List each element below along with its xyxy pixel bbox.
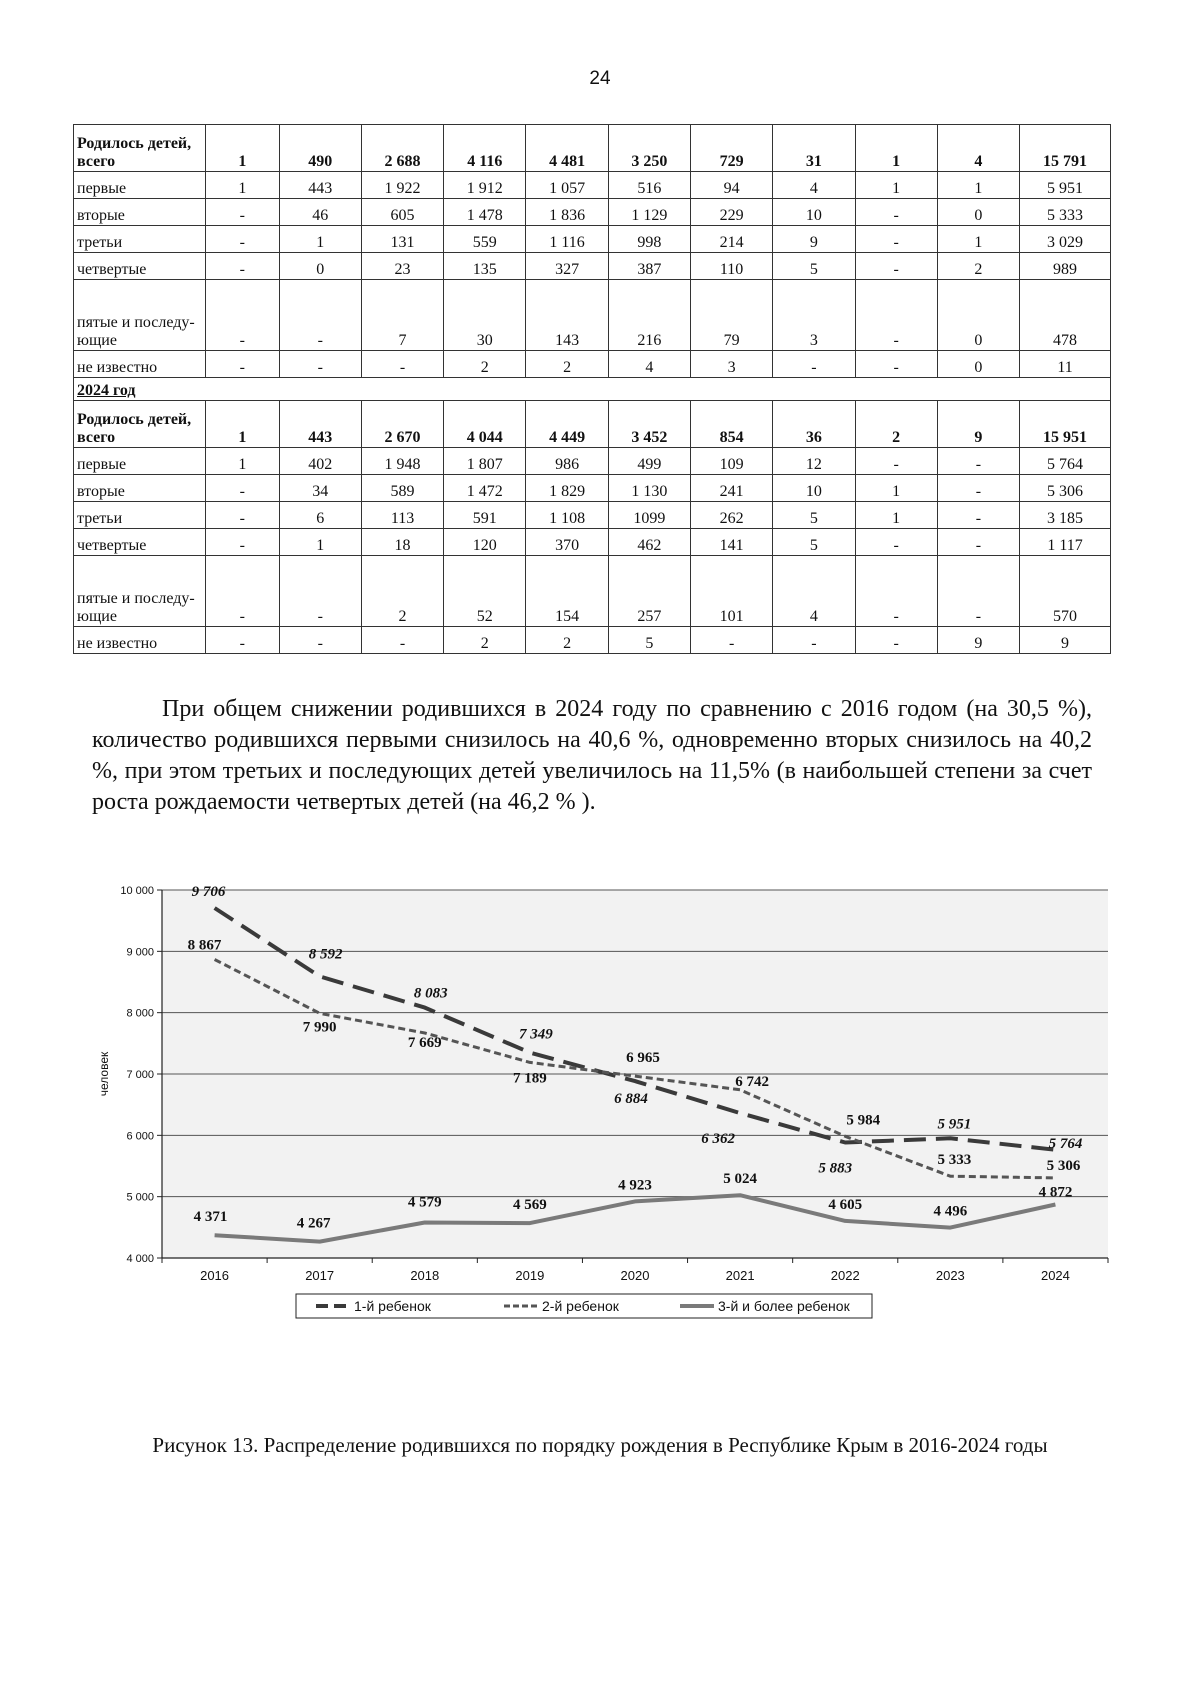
table-cell: - — [279, 280, 361, 351]
legend-label: 2-й ребенок — [542, 1298, 619, 1314]
year-row — [74, 378, 1111, 401]
table-cell: 5 — [773, 529, 855, 556]
table-cell: 36 — [773, 401, 855, 448]
table-cell: 1 — [206, 172, 280, 199]
data-label: 4 872 — [1038, 1184, 1073, 1201]
row-label: пятые и последу-ющие — [74, 280, 206, 351]
year-row-empty-cell — [526, 378, 608, 401]
year-label: 2024 год — [74, 378, 206, 401]
table-cell: 2 — [361, 556, 443, 627]
table-cell: 3 250 — [608, 125, 690, 172]
table-cell: - — [361, 351, 443, 378]
data-label: 8 592 — [308, 946, 343, 963]
table-cell: 2 — [444, 351, 526, 378]
table-row — [74, 226, 1111, 253]
table-cell: 591 — [444, 502, 526, 529]
table-cell: - — [206, 351, 280, 378]
table-cell: - — [855, 351, 937, 378]
table-cell: 1 130 — [608, 475, 690, 502]
table-cell: 1 — [937, 172, 1019, 199]
table-row — [74, 448, 1111, 475]
table-cell: - — [773, 351, 855, 378]
table-row — [74, 627, 1111, 654]
table-cell: 387 — [608, 253, 690, 280]
table-cell: - — [937, 475, 1019, 502]
table-cell: 729 — [690, 125, 772, 172]
table-cell: 18 — [361, 529, 443, 556]
table-cell: 1 — [206, 125, 280, 172]
table-cell: 12 — [773, 448, 855, 475]
table-cell: 1 912 — [444, 172, 526, 199]
table-row — [74, 502, 1111, 529]
table-cell: 854 — [690, 401, 772, 448]
table-body — [74, 125, 1111, 654]
table-cell: 1 — [855, 502, 937, 529]
table-cell: - — [855, 280, 937, 351]
table-cell: 31 — [773, 125, 855, 172]
table-cell: 370 — [526, 529, 608, 556]
table-cell: 1 922 — [361, 172, 443, 199]
table-cell: 154 — [526, 556, 608, 627]
table-cell: 143 — [526, 280, 608, 351]
table-cell: 4 044 — [444, 401, 526, 448]
table-cell: 0 — [937, 199, 1019, 226]
table-cell: 257 — [608, 556, 690, 627]
data-label: 4 371 — [193, 1209, 228, 1226]
table-cell: 79 — [690, 280, 772, 351]
table-cell: - — [773, 627, 855, 654]
year-row-empty-cell — [1020, 378, 1111, 401]
table-cell: - — [855, 627, 937, 654]
y-tick-label: 8 000 — [126, 1007, 154, 1020]
table-cell: 214 — [690, 226, 772, 253]
table-cell: 1 — [279, 529, 361, 556]
table-cell: 2 670 — [361, 401, 443, 448]
data-label: 7 990 — [302, 1019, 337, 1036]
chart-svg — [90, 880, 1120, 1420]
y-tick-label: 9 000 — [126, 946, 154, 959]
table-cell: 4 — [608, 351, 690, 378]
table-cell: - — [855, 199, 937, 226]
table-cell: 3 185 — [1020, 502, 1111, 529]
table-cell: 135 — [444, 253, 526, 280]
data-label: 7 669 — [407, 1034, 442, 1051]
table-cell: 5 306 — [1020, 475, 1111, 502]
table-row — [74, 401, 1111, 448]
table-cell: - — [279, 351, 361, 378]
data-label: 4 605 — [828, 1196, 863, 1213]
row-label: не известно — [74, 351, 206, 378]
y-tick-label: 4 000 — [126, 1253, 154, 1265]
table-cell: 1 472 — [444, 475, 526, 502]
table-cell: 46 — [279, 199, 361, 226]
table-cell: - — [206, 556, 280, 627]
data-label: 7 349 — [519, 1026, 553, 1043]
table-cell: 5 — [608, 627, 690, 654]
table-cell: 2 — [526, 351, 608, 378]
x-tick-label: 2021 — [725, 1268, 755, 1283]
table-cell: 10 — [773, 475, 855, 502]
table-cell: 1 116 — [526, 226, 608, 253]
table-cell: 3 — [773, 280, 855, 351]
figure-caption: Рисунок 13. Распределение родившихся по порядку рождения в Республике Крым в 2016-2024 годы — [152, 1433, 1048, 1457]
table-cell: 443 — [279, 401, 361, 448]
table-cell: - — [855, 448, 937, 475]
data-label: 8 083 — [413, 985, 448, 1002]
y-tick-label: 10 000 — [120, 885, 154, 897]
table-cell: 1 — [937, 226, 1019, 253]
table-cell: 1 — [206, 448, 280, 475]
table-cell: 241 — [690, 475, 772, 502]
table-row — [74, 253, 1111, 280]
data-label: 5 883 — [818, 1160, 853, 1177]
table-cell: 11 — [1020, 351, 1111, 378]
table-cell: 327 — [526, 253, 608, 280]
table-cell: - — [206, 502, 280, 529]
table-cell: 490 — [279, 125, 361, 172]
year-row-empty-cell — [773, 378, 855, 401]
table-cell: 141 — [690, 529, 772, 556]
table-cell: 4 — [773, 172, 855, 199]
row-label: первые — [74, 172, 206, 199]
table-cell: 516 — [608, 172, 690, 199]
table-cell: - — [855, 556, 937, 627]
table-cell: 559 — [444, 226, 526, 253]
year-row-empty-cell — [444, 378, 526, 401]
table-row — [74, 351, 1111, 378]
row-label: Родилось детей, всего — [74, 125, 206, 172]
row-label: четвертые — [74, 529, 206, 556]
data-label: 7 189 — [513, 1070, 547, 1087]
table-cell: - — [206, 280, 280, 351]
table-cell: 998 — [608, 226, 690, 253]
table-cell: 1 117 — [1020, 529, 1111, 556]
table-cell: 462 — [608, 529, 690, 556]
data-label: 4 496 — [933, 1203, 968, 1220]
table-cell: 5 — [773, 253, 855, 280]
data-label: 5 333 — [937, 1152, 972, 1169]
table-cell: - — [361, 627, 443, 654]
table-cell: 4 481 — [526, 125, 608, 172]
y-tick-label: 6 000 — [126, 1130, 154, 1143]
table-cell: 5 — [773, 502, 855, 529]
table-cell: - — [206, 199, 280, 226]
table-cell: 9 — [773, 226, 855, 253]
table-cell: 9 — [937, 401, 1019, 448]
table-cell: 3 029 — [1020, 226, 1111, 253]
table-cell: 1099 — [608, 502, 690, 529]
table-cell: 9 — [937, 627, 1019, 654]
table-cell: 4 — [937, 125, 1019, 172]
data-label: 6 742 — [735, 1073, 769, 1090]
table-cell: 605 — [361, 199, 443, 226]
table-cell: 2 — [526, 627, 608, 654]
x-tick-label: 2019 — [515, 1268, 545, 1283]
data-label: 4 267 — [296, 1215, 331, 1232]
table-row — [74, 556, 1111, 627]
table-cell: 34 — [279, 475, 361, 502]
table-row — [74, 199, 1111, 226]
data-label: 5 984 — [846, 1112, 881, 1129]
row-label: вторые — [74, 199, 206, 226]
table-cell: 23 — [361, 253, 443, 280]
x-tick-label: 2024 — [1040, 1268, 1070, 1283]
table-cell: 443 — [279, 172, 361, 199]
year-row-empty-cell — [279, 378, 361, 401]
table-cell: 229 — [690, 199, 772, 226]
row-label: четвертые — [74, 253, 206, 280]
x-tick-label: 2020 — [620, 1268, 650, 1283]
legend-label: 3-й и более ребенок — [718, 1298, 850, 1314]
table-cell: 1 — [279, 226, 361, 253]
legend-label: 1-й ребенок — [354, 1298, 431, 1314]
table-cell: - — [206, 253, 280, 280]
table-cell: 216 — [608, 280, 690, 351]
table-cell: - — [855, 226, 937, 253]
table-cell: 402 — [279, 448, 361, 475]
table-cell: 1 948 — [361, 448, 443, 475]
table-row — [74, 529, 1111, 556]
table-cell: 499 — [608, 448, 690, 475]
page-number: 24 — [589, 68, 611, 89]
table-cell: 478 — [1020, 280, 1111, 351]
table-cell: 1 807 — [444, 448, 526, 475]
table-cell: 109 — [690, 448, 772, 475]
table-cell: 131 — [361, 226, 443, 253]
row-label: не известно — [74, 627, 206, 654]
table-cell: 2 — [937, 253, 1019, 280]
table-cell: 94 — [690, 172, 772, 199]
table-cell: - — [937, 529, 1019, 556]
table-cell: - — [279, 627, 361, 654]
table-cell: - — [206, 226, 280, 253]
data-label: 6 965 — [626, 1050, 660, 1067]
table-cell: 9 — [1020, 627, 1111, 654]
row-label: пятые и последу-ющие — [74, 556, 206, 627]
x-tick-label: 2017 — [305, 1268, 335, 1283]
data-label: 4 579 — [407, 1194, 442, 1211]
birth-order-table — [73, 124, 1111, 654]
year-row-empty-cell — [361, 378, 443, 401]
table-cell: 0 — [279, 253, 361, 280]
table-cell: 5 764 — [1020, 448, 1111, 475]
table-row — [74, 172, 1111, 199]
table-cell: - — [937, 448, 1019, 475]
row-label: третьи — [74, 226, 206, 253]
table-cell: 120 — [444, 529, 526, 556]
table-cell: 4 — [773, 556, 855, 627]
table-cell: - — [937, 556, 1019, 627]
table-cell: 1 — [855, 172, 937, 199]
line-chart — [90, 880, 1120, 1420]
row-label: вторые — [74, 475, 206, 502]
data-label: 6 362 — [701, 1131, 735, 1148]
table-cell: 15 951 — [1020, 401, 1111, 448]
table-cell: 110 — [690, 253, 772, 280]
table-cell: 989 — [1020, 253, 1111, 280]
year-row-empty-cell — [690, 378, 772, 401]
table-cell: 986 — [526, 448, 608, 475]
table-cell: 1 — [855, 475, 937, 502]
table-cell: 1 — [855, 125, 937, 172]
x-tick-label: 2023 — [935, 1268, 965, 1283]
table-cell: 2 — [444, 627, 526, 654]
data-label: 5 764 — [1048, 1135, 1083, 1152]
y-tick-label: 7 000 — [126, 1069, 154, 1081]
row-label: первые — [74, 448, 206, 475]
table-cell: 5 951 — [1020, 172, 1111, 199]
table-row — [74, 125, 1111, 172]
table-cell: 10 — [773, 199, 855, 226]
table-cell: 570 — [1020, 556, 1111, 627]
table-cell: 30 — [444, 280, 526, 351]
table-cell: 262 — [690, 502, 772, 529]
table-cell: 1 108 — [526, 502, 608, 529]
table-cell: 0 — [937, 351, 1019, 378]
table-cell: 1 829 — [526, 475, 608, 502]
table-cell: 1 — [206, 401, 280, 448]
table-cell: 3 452 — [608, 401, 690, 448]
table-cell: 1 057 — [526, 172, 608, 199]
table-cell: 52 — [444, 556, 526, 627]
table-cell: 2 688 — [361, 125, 443, 172]
x-tick-label: 2016 — [200, 1268, 230, 1283]
year-row-empty-cell — [937, 378, 1019, 401]
table-row — [74, 280, 1111, 351]
table-cell: 4 449 — [526, 401, 608, 448]
table-cell: - — [855, 253, 937, 280]
row-label: Родилось детей, всего — [74, 401, 206, 448]
table-cell: 15 791 — [1020, 125, 1111, 172]
table-cell: 589 — [361, 475, 443, 502]
table-cell: 0 — [937, 280, 1019, 351]
table-cell: 4 116 — [444, 125, 526, 172]
table-cell: - — [690, 627, 772, 654]
y-tick-label: 5 000 — [126, 1191, 154, 1204]
table-cell: - — [937, 502, 1019, 529]
y-axis-label: человек — [97, 1051, 111, 1097]
table-cell: 1 129 — [608, 199, 690, 226]
table-cell: 5 333 — [1020, 199, 1111, 226]
year-row-empty-cell — [608, 378, 690, 401]
table-cell: 113 — [361, 502, 443, 529]
table-cell: - — [206, 627, 280, 654]
data-label: 4 569 — [513, 1197, 547, 1214]
body-paragraph: При общем снижении родившихся в 2024 году по сравнению с 2016 годом (на 30,5 %), количество родившихся первыми снизилось на 40,6 %, одновременно вторых снизилось на 40,2 %, при этом третьих и последующих детей увеличилось на 11,5% (в наибольшей степени за счет роста рождаемости четвертых детей (на 46,2 % ). — [92, 696, 1092, 815]
table-cell: - — [279, 556, 361, 627]
table-cell: 2 — [855, 401, 937, 448]
table-cell: 101 — [690, 556, 772, 627]
data-label: 9 706 — [191, 884, 226, 901]
year-row-empty-cell — [855, 378, 937, 401]
data-label: 5 951 — [937, 1116, 972, 1133]
data-label: 5 306 — [1046, 1157, 1081, 1174]
table-cell: - — [855, 529, 937, 556]
table-cell: 7 — [361, 280, 443, 351]
table-cell: 6 — [279, 502, 361, 529]
table-row — [74, 475, 1111, 502]
table-cell: - — [206, 475, 280, 502]
data-label: 8 867 — [187, 937, 222, 954]
data-label: 5 024 — [723, 1171, 757, 1188]
table-cell: 1 836 — [526, 199, 608, 226]
x-tick-label: 2022 — [830, 1268, 860, 1283]
table-cell: - — [206, 529, 280, 556]
table-cell: 3 — [690, 351, 772, 378]
table-cell: 1 478 — [444, 199, 526, 226]
year-row-empty-cell — [206, 378, 280, 401]
x-tick-label: 2018 — [410, 1268, 440, 1283]
row-label: третьи — [74, 502, 206, 529]
data-label: 4 923 — [618, 1177, 652, 1194]
data-label: 6 884 — [614, 1091, 648, 1108]
